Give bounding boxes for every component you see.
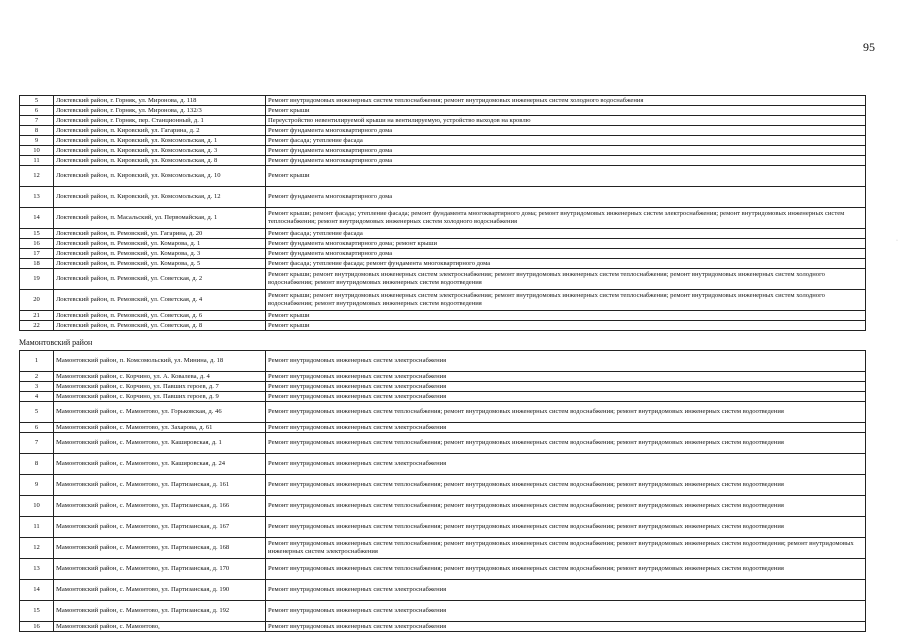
row-number: 20 [20, 290, 54, 311]
row-number: 9 [20, 136, 54, 146]
table-row [20, 517, 866, 538]
row-address: Локтевский район, п. Кировский, ул. Комсомольская, д. 8 [54, 156, 266, 166]
row-number: 19 [20, 269, 54, 290]
table-row [20, 372, 866, 382]
row-number: 7 [20, 433, 54, 454]
row-number: 4 [20, 392, 54, 402]
row-address: Локтевский район, п. Ремовский, ул. Комарова, д. 5 [54, 259, 266, 269]
row-address: Локтевский район, г. Горняк, ул. Миронова, д. 118 [54, 96, 266, 106]
row-number: 13 [20, 187, 54, 208]
table-row [20, 136, 866, 146]
row-number: 15 [20, 601, 54, 622]
row-address: Локтевский район, п. Кировский, ул. Комсомольская, д. 1 [54, 136, 266, 146]
row-number: 10 [20, 146, 54, 156]
row-works: Ремонт фундамента многоквартирного дома; ремонт крыши [266, 239, 866, 249]
row-works: Ремонт внутридомовых инженерных систем теплоснабжения; ремонт внутридомовых инженерных систем водоснабжения; ремонт внутридомовых инженерных систем водоотведения [266, 402, 866, 423]
table-row [20, 259, 866, 269]
row-works: Ремонт внутридомовых инженерных систем электроснабжения [266, 392, 866, 402]
row-address: Мамонтовский район, с. Мамонтово, ул. Партизанская, д. 161 [54, 475, 266, 496]
table-row [20, 146, 866, 156]
section-title: Мамонтовский район [19, 338, 93, 347]
row-address: Локтевский район, г. Горняк, пер. Станционный, д. 1 [54, 116, 266, 126]
row-number: 2 [20, 372, 54, 382]
row-address: Мамонтовский район, с. Мамонтово, ул. Партизанская, д. 167 [54, 517, 266, 538]
row-address: Локтевский район, п. Кировский, ул. Комсомольская, д. 3 [54, 146, 266, 156]
row-number: 8 [20, 454, 54, 475]
row-address: Локтевский район, п. Ремовский, ул. Советская, д. 8 [54, 321, 266, 331]
table-row [20, 311, 866, 321]
table-row [20, 96, 866, 106]
row-number: 9 [20, 475, 54, 496]
page-number: 95 [863, 40, 875, 54]
row-works: Ремонт внутридомовых инженерных систем электроснабжения [266, 622, 866, 632]
row-number: 7 [20, 116, 54, 126]
row-address: Локтевский район, п. Кировский, ул. Гагарина, д. 2 [54, 126, 266, 136]
row-works: Ремонт фасада; утепление фасада [266, 136, 866, 146]
row-address: Мамонтовский район, с. Мамонтово, ул. Партизанская, д. 168 [54, 538, 266, 559]
row-works: Ремонт крыши [266, 106, 866, 116]
table-row [20, 269, 866, 290]
table-row [20, 187, 866, 208]
row-works: Ремонт фундамента многоквартирного дома [266, 146, 866, 156]
row-address: Мамонтовский район, с. Корчино, ул. Павших героев, д. 7 [54, 382, 266, 392]
table-row [20, 433, 866, 454]
table-row [20, 290, 866, 311]
row-works: Ремонт внутридомовых инженерных систем теплоснабжения; ремонт внутридомовых инженерных систем водоснабжения; ремонт внутридомовых инженерных систем водоотведения; ремонт внутридомовых инженерных систем электроснабжения [266, 538, 866, 559]
row-address: Мамонтовский район, с. Мамонтово, ул. Партизанская, д. 192 [54, 601, 266, 622]
row-number: 8 [20, 126, 54, 136]
row-number: 1 [20, 351, 54, 372]
table-row [20, 208, 866, 229]
row-works: Ремонт крыши; ремонт внутридомовых инженерных систем электроснабжения; ремонт внутридомовых инженерных систем теплоснабжения; ремонт внутридомовых инженерных систем холодного водоснабжения; ремонт внутридомовых инженерных систем водоотведения [266, 269, 866, 290]
row-address: Мамонтовский район, с. Мамонтово, ул. Партизанская, д. 170 [54, 559, 266, 580]
row-works: Ремонт фундамента многоквартирного дома [266, 249, 866, 259]
row-address: Локтевский район, п. Ремовский, ул. Комарова, д. 3 [54, 249, 266, 259]
table-row [20, 392, 866, 402]
row-number: 16 [20, 622, 54, 632]
row-number: 12 [20, 166, 54, 187]
row-works: Ремонт крыши; ремонт внутридомовых инженерных систем электроснабжения; ремонт внутридомовых инженерных систем теплоснабжения; ремонт внутридомовых инженерных систем холодного водоснабжения; ремонт внутридомовых инженерных систем водоотведения [266, 290, 866, 311]
row-number: 6 [20, 106, 54, 116]
row-works: Ремонт фундамента многоквартирного дома [266, 156, 866, 166]
table-row [20, 402, 866, 423]
table-row [20, 126, 866, 136]
row-address: Мамонтовский район, с. Корчино, ул. А. Ковалева, д. 4 [54, 372, 266, 382]
table-row [20, 351, 866, 372]
row-address: Мамонтовский район, с. Мамонтово, ул. Захарова, д. 61 [54, 423, 266, 433]
table-row [20, 239, 866, 249]
row-number: 5 [20, 402, 54, 423]
margin-mark: · [896, 238, 898, 244]
table-row [20, 166, 866, 187]
row-address: Локтевский район, п. Ремовский, ул. Советская, д. 2 [54, 269, 266, 290]
row-address: Мамонтовский район, с. Корчино, ул. Павших героев, д. 9 [54, 392, 266, 402]
row-address: Мамонтовский район, п. Комсомольский, ул. Минина, д. 18 [54, 351, 266, 372]
row-works: Ремонт крыши [266, 166, 866, 187]
row-number: 11 [20, 517, 54, 538]
row-address: Локтевский район, п. Масальский, ул. Первомайская, д. 1 [54, 208, 266, 229]
table-row [20, 106, 866, 116]
row-works: Ремонт фасада; утепление фасада; ремонт фундамента многоквартирного дома [266, 259, 866, 269]
row-number: 18 [20, 259, 54, 269]
repair-table-mamontovsky [19, 350, 866, 632]
table-row [20, 116, 866, 126]
table-row [20, 382, 866, 392]
table-row [20, 321, 866, 331]
row-works: Ремонт фундамента многоквартирного дома [266, 187, 866, 208]
row-address: Мамонтовский район, с. Мамонтово, ул. Кашировская, д. 24 [54, 454, 266, 475]
row-address: Мамонтовский район, с. Мамонтово, [54, 622, 266, 632]
row-number: 11 [20, 156, 54, 166]
row-number: 22 [20, 321, 54, 331]
repair-table-loktevsky [19, 95, 866, 331]
table-row [20, 229, 866, 239]
row-number: 14 [20, 208, 54, 229]
row-works: Ремонт фасада; утепление фасада [266, 229, 866, 239]
row-works: Ремонт внутридомовых инженерных систем электроснабжения [266, 351, 866, 372]
table-row [20, 156, 866, 166]
row-number: 5 [20, 96, 54, 106]
table-row [20, 454, 866, 475]
row-works: Ремонт внутридомовых инженерных систем электроснабжения [266, 454, 866, 475]
row-address: Локтевский район, п. Ремовский, ул. Советская, д. 4 [54, 290, 266, 311]
row-number: 10 [20, 496, 54, 517]
row-works: Ремонт внутридомовых инженерных систем электроснабжения [266, 423, 866, 433]
row-number: 14 [20, 580, 54, 601]
row-address: Локтевский район, п. Ремовский, ул. Советская, д. 6 [54, 311, 266, 321]
row-address: Локтевский район, г. Горняк, ул. Миронова, д. 132/3 [54, 106, 266, 116]
row-address: Мамонтовский район, с. Мамонтово, ул. Партизанская, д. 190 [54, 580, 266, 601]
table-row [20, 475, 866, 496]
row-number: 21 [20, 311, 54, 321]
row-number: 16 [20, 239, 54, 249]
row-address: Мамонтовский район, с. Мамонтово, ул. Партизанская, д. 166 [54, 496, 266, 517]
row-works: Ремонт внутридомовых инженерных систем теплоснабжения; ремонт внутридомовых инженерных систем холодного водоснабжения [266, 96, 866, 106]
row-works: Ремонт внутридомовых инженерных систем электроснабжения [266, 382, 866, 392]
row-address: Мамонтовский район, с. Мамонтово, ул. Горьковская, д. 46 [54, 402, 266, 423]
row-works: Ремонт внутридомовых инженерных систем электроснабжения [266, 580, 866, 601]
row-works: Ремонт внутридомовых инженерных систем теплоснабжения; ремонт внутридомовых инженерных систем водоснабжения; ремонт внутридомовых инженерных систем водоотведения [266, 559, 866, 580]
row-address: Локтевский район, п. Кировский, ул. Комсомольская, д. 12 [54, 187, 266, 208]
row-works: Переустройство невентилируемой крыши на вентилируемую, устройство выходов на кровлю [266, 116, 866, 126]
row-works: Ремонт крыши; ремонт фасада; утепление фасада; ремонт фундамента многоквартирного дома; ремонт внутридомовых инженерных систем электроснабжения; ремонт внутридомовых инженерных систем теплоснабжения; ремонт внутридомовых инженерных систем холодного водоснабжения [266, 208, 866, 229]
table-row [20, 559, 866, 580]
table-row [20, 496, 866, 517]
row-works: Ремонт внутридомовых инженерных систем теплоснабжения; ремонт внутридомовых инженерных систем водоснабжения; ремонт внутридомовых инженерных систем водоотведения [266, 475, 866, 496]
row-number: 6 [20, 423, 54, 433]
row-address: Мамонтовский район, с. Мамонтово, ул. Кашировская, д. 1 [54, 433, 266, 454]
table-row [20, 423, 866, 433]
row-number: 3 [20, 382, 54, 392]
row-works: Ремонт крыши [266, 321, 866, 331]
row-works: Ремонт внутридомовых инженерных систем электроснабжения [266, 372, 866, 382]
row-number: 13 [20, 559, 54, 580]
row-works: Ремонт крыши [266, 311, 866, 321]
row-number: 15 [20, 229, 54, 239]
table-row [20, 601, 866, 622]
table-row [20, 249, 866, 259]
row-works: Ремонт внутридомовых инженерных систем теплоснабжения; ремонт внутридомовых инженерных систем водоснабжения; ремонт внутридомовых инженерных систем водоотведения [266, 517, 866, 538]
row-address: Локтевский район, п. Ремовский, ул. Комарова, д. 1 [54, 239, 266, 249]
row-address: Локтевский район, п. Кировский, ул. Комсомольская, д. 10 [54, 166, 266, 187]
row-address: Локтевский район, п. Ремовский, ул. Гагарина, д. 20 [54, 229, 266, 239]
table-row [20, 538, 866, 559]
row-works: Ремонт внутридомовых инженерных систем электроснабжения [266, 601, 866, 622]
table-row [20, 580, 866, 601]
row-works: Ремонт внутридомовых инженерных систем теплоснабжения; ремонт внутридомовых инженерных систем водоснабжения; ремонт внутридомовых инженерных систем водоотведения [266, 433, 866, 454]
table-row [20, 622, 866, 632]
row-number: 17 [20, 249, 54, 259]
row-works: Ремонт фундамента многоквартирного дома [266, 126, 866, 136]
row-number: 12 [20, 538, 54, 559]
row-works: Ремонт внутридомовых инженерных систем теплоснабжения; ремонт внутридомовых инженерных систем водоснабжения; ремонт внутридомовых инженерных систем водоотведения [266, 496, 866, 517]
